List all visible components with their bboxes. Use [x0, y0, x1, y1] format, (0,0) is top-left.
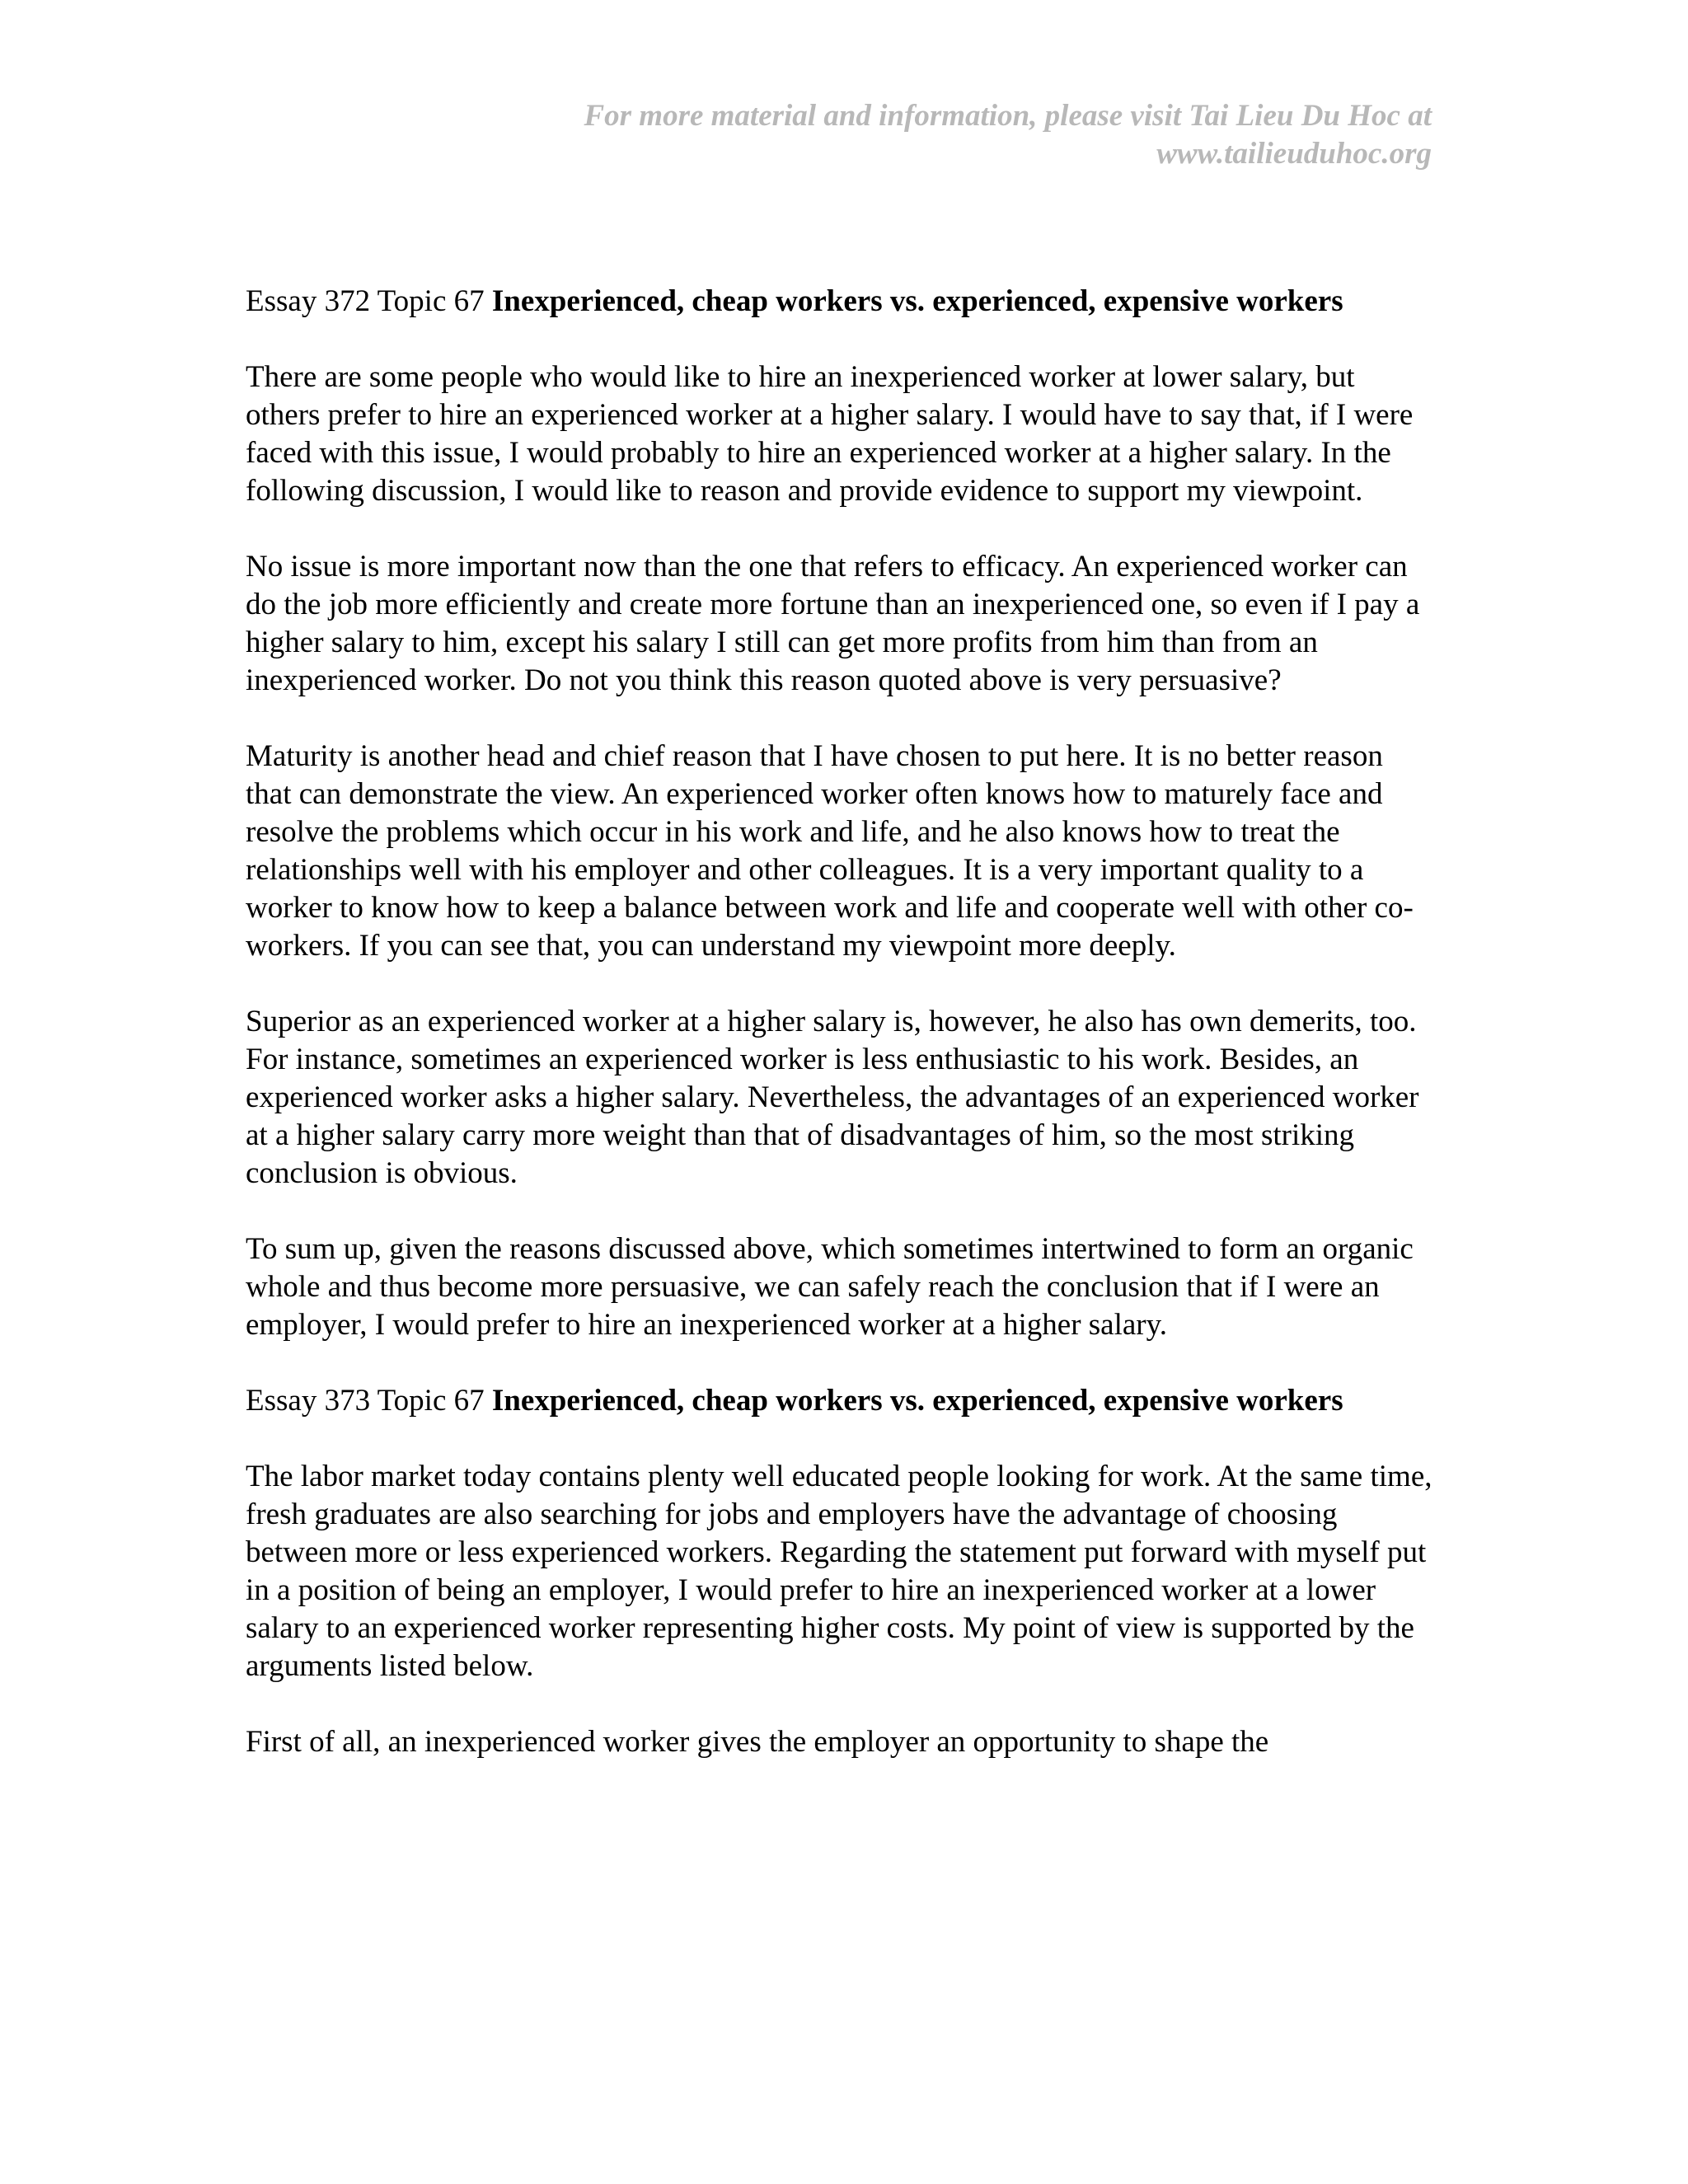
paragraph: No issue is more important now than the one that refers to efficacy. An experienced worker can do the job more efficiently and create more fortune than an inexperienced one, so even if I pay a higher salary to him, except his salary I still can get more profits from him than from an inexperienced worker. Do not you think this reason quoted above is very persuasive? — [246, 550, 1420, 697]
essay-title — [246, 1382, 1432, 1420]
essay-label: Essay 373 Topic 67 — [246, 1384, 492, 1418]
paragraph: Maturity is another head and chief reason that I have chosen to put here. It is no better reason that can demonstrate the view. An experienced worker often knows how to maturely face and resolve the problems which occur in his work and life, and he also knows how to treat the relationships well with his employer and other colleagues. It is a very important quality to a worker to know how to keep a balance between work and life and cooperate well with other co-workers. If you can see that, you can understand my viewpoint more deeply. — [246, 739, 1414, 963]
header-line-1: For more material and information, please visit Tai Lieu Du Hoc at — [584, 99, 1432, 133]
paragraph: There are some people who would like to hire an inexperienced worker at lower salary, but others prefer to hire an experienced worker at a higher salary. I would have to say that, if I were faced with this issue, I would probably to hire an experienced worker at a higher salary. In the following discussion, I would like to reason and provide evidence to support my viewpoint. — [246, 360, 1414, 508]
paragraph: First of all, an inexperienced worker gives the employer an opportunity to shape the — [246, 1725, 1269, 1759]
paragraph: Superior as an experienced worker at a higher salary is, however, he also has own demerits, too. For instance, sometimes an experienced worker is less enthusiastic to his work. Besides, an experienced worker asks a higher salary. Nevertheless, the advantages of an experienced worker at a higher salary carry more weight than that of disadvantages of him, so the most striking conclusion is obvious. — [246, 1005, 1419, 1190]
essay-label: Essay 372 Topic 67 — [246, 284, 492, 318]
document-body — [246, 283, 1432, 1761]
essay-topic-title: Inexperienced, cheap workers vs. experienced, expensive workers — [491, 1384, 1343, 1418]
essay-topic-title: Inexperienced, cheap workers vs. experienced, expensive workers — [491, 284, 1343, 318]
header-line-2: www.tailieuduhoc.org — [1156, 137, 1432, 171]
paragraph: The labor market today contains plenty well educated people looking for work. At the same time, fresh graduates are also searching for jobs and employers have the advantage of choosing between more or less experienced workers. Regarding the statement put forward with myself put in a position of being an employer, I would prefer to hire an inexperienced worker at a lower salary to an experienced worker representing higher costs. My point of view is supported by the arguments listed below. — [246, 1460, 1432, 1683]
header-watermark-note — [443, 97, 1432, 173]
paragraph: To sum up, given the reasons discussed above, which sometimes intertwined to form an organic whole and thus become more persuasive, we can safely reach the conclusion that if I were an employer, I would prefer to hire an inexperienced worker at a higher salary. — [246, 1232, 1414, 1342]
essay-title — [246, 283, 1432, 321]
